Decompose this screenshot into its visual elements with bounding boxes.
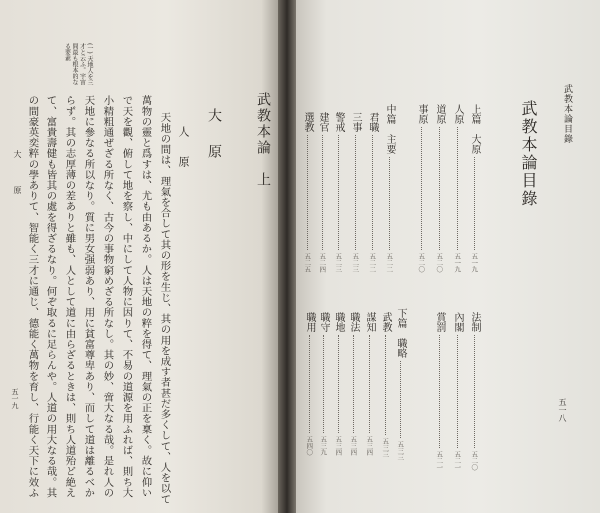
toc-entry[interactable]: [315, 112, 329, 272]
toc-page-number: 五三四: [334, 435, 343, 455]
body-line: 天地に參なる所以なり。質に男女强弱あり、用に貧富尊卑あり、而して道は離るべか: [82, 95, 95, 498]
dotted-leader: [353, 335, 354, 433]
toc-page-number: 五二二: [385, 252, 394, 272]
right-page: [296, 0, 600, 513]
toc-page-number: 五二〇: [417, 252, 426, 272]
toc-label: 道原: [434, 104, 445, 124]
page-number: 五一九: [11, 388, 19, 409]
dotted-leader: [421, 127, 422, 250]
left-page: [0, 0, 278, 513]
dotted-leader: [400, 361, 401, 438]
toc-label: 人原: [452, 104, 463, 124]
toc-title: 武教本論目錄: [519, 100, 538, 208]
dotted-leader: [457, 335, 458, 448]
toc-label: 君職: [367, 112, 378, 132]
toc-page-number: 五一九: [470, 252, 479, 272]
body-line: 天地の間は、理氣を合して其の形を生じ、其の用を成す者甚だ多くして、人を以て: [158, 112, 171, 505]
toc-entry[interactable]: [393, 308, 407, 460]
toc-label: 建官: [317, 112, 328, 132]
dotted-leader: [474, 335, 475, 448]
toc-label: 警戒: [333, 112, 344, 132]
toc-page-number: 五二〇: [435, 252, 444, 272]
toc-entry[interactable]: [302, 312, 316, 455]
toc-label: 武教: [380, 312, 391, 332]
toc-label: 職守: [318, 312, 329, 332]
body-line: で天を觀、俯して地を察し、中にして人物に因りて、不易の道源を用ふれば、則ち大: [120, 95, 133, 498]
toc-entry[interactable]: [414, 104, 428, 272]
toc-page-number: 五三四: [365, 435, 374, 455]
toc-label: 事原: [416, 104, 427, 124]
toc-page-number: 五二三: [334, 252, 343, 272]
dotted-leader: [338, 135, 339, 250]
toc-page-number: 五三三: [396, 440, 405, 460]
toc-entry[interactable]: [432, 312, 446, 470]
toc-label: 職法: [348, 312, 359, 332]
toc-entry[interactable]: [378, 312, 392, 457]
toc-label: 內閣: [452, 312, 463, 332]
dotted-leader: [439, 335, 440, 448]
toc-page-number: 五二五: [303, 252, 312, 272]
dotted-leader: [389, 157, 390, 250]
dotted-leader: [457, 127, 458, 250]
toc-label: 中篇 主要: [384, 104, 395, 154]
toc-label: 職用: [304, 312, 315, 332]
toc-label: 三事: [350, 112, 361, 132]
dotted-leader: [307, 135, 308, 250]
toc-page-number: 五三四: [349, 435, 358, 455]
dotted-leader: [355, 135, 356, 250]
toc-label: 職地: [333, 312, 344, 332]
toc-page-number: 五三三: [381, 437, 390, 457]
body-line: 萬物の靈と爲すは、尤も由あるか。人は天地の粹を得て、理氣の正を稟く。故に仰い: [139, 95, 152, 498]
toc-entry[interactable]: [316, 312, 330, 455]
dotted-leader: [322, 135, 323, 250]
footnote: (一) 天地人を三才と云ふ。宇宙間最も根本的なる要素: [63, 43, 93, 86]
toc-label: 下篇 職略: [395, 308, 406, 358]
toc-entry[interactable]: [467, 104, 481, 272]
toc-page-number: 五二一: [435, 450, 444, 470]
toc-entry[interactable]: [331, 312, 345, 455]
toc-entry[interactable]: [362, 312, 376, 455]
running-title: 武教本論目錄: [562, 84, 572, 144]
section-title: 大 原: [206, 108, 222, 162]
toc-entry[interactable]: [348, 112, 362, 272]
toc-page-number: 五二〇: [470, 450, 479, 470]
toc-label: 上篇 大原: [469, 104, 480, 154]
toc-page-number: 五二四: [318, 252, 327, 272]
toc-entry[interactable]: [331, 112, 345, 272]
toc-page-number: 五四〇: [305, 435, 314, 455]
dotted-leader: [439, 127, 440, 250]
toc-label: 法制: [469, 312, 480, 332]
dotted-leader: [474, 157, 475, 250]
toc-entry[interactable]: [300, 112, 314, 272]
body-line: らず。其の志厚薄の差ありと雖も、人として道に由らざるときは、則ち人道殆ど絶え: [63, 95, 76, 498]
toc-label: 選教: [302, 112, 313, 132]
toc-label: 賞罰: [434, 312, 445, 332]
toc-page-number: 五二一: [453, 450, 462, 470]
dotted-leader: [309, 335, 310, 433]
dotted-leader: [372, 135, 373, 250]
toc-entry[interactable]: [450, 104, 464, 272]
toc-entry[interactable]: [432, 104, 446, 272]
subsection-title: 人 原: [177, 126, 190, 171]
toc-page-number: 五三九: [319, 435, 328, 455]
dotted-leader: [385, 335, 386, 435]
toc-page-number: 五一九: [453, 252, 462, 272]
body-line: て、富貴壽健も皆其の處を得ざるなり。何ぞ取るに足らんや。人道の用大なる哉。其: [44, 95, 57, 498]
toc-entry[interactable]: [467, 312, 481, 470]
toc-label: 謀知: [364, 312, 375, 332]
toc-entry[interactable]: [346, 312, 360, 455]
toc-entry[interactable]: [365, 112, 379, 272]
toc-entry[interactable]: [450, 312, 464, 470]
toc-page-number: 五二二: [368, 252, 377, 272]
page-number: 五一八: [558, 398, 567, 422]
running-title: 武教本論 上: [255, 92, 271, 188]
dotted-leader: [369, 335, 370, 433]
body-line: の間豪英奕粹の學ありて、智能く三才に通じ、德能く萬物を育し、行能く天下に效ふ: [26, 95, 39, 498]
toc-entry[interactable]: [382, 104, 396, 272]
book-gutter: [278, 0, 298, 513]
toc-page-number: 五二三: [351, 252, 360, 272]
dotted-leader: [323, 335, 324, 433]
footer-title: 大 原: [13, 150, 22, 204]
body-line: 小精粗通ぜざる所なく、古今の事物窮めざる所なし。其の妙、啻大なる哉。是れ人の: [101, 95, 114, 498]
dotted-leader: [338, 335, 339, 433]
